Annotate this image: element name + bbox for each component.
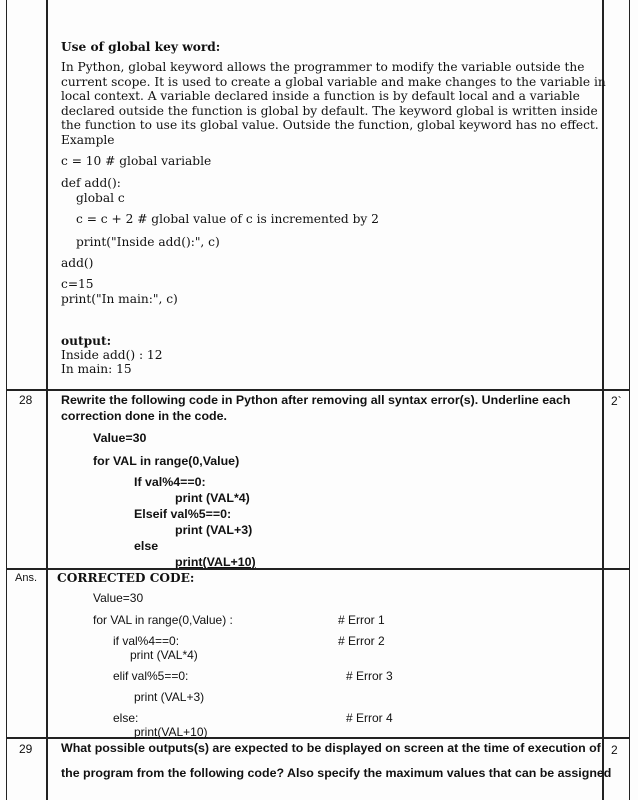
row-divider-28	[6, 389, 630, 391]
code-line: If val%4==0:	[134, 475, 206, 489]
code-line: print (VAL+3)	[175, 523, 253, 537]
code-line: print (VAL*4)	[175, 491, 250, 505]
output-line: In main: 15	[61, 362, 132, 376]
error-note: # Error 3	[346, 669, 393, 683]
code-line: print (VAL+3)	[134, 690, 205, 704]
code-line: Elseif val%5==0:	[134, 507, 232, 521]
answer-label: Ans.	[15, 572, 38, 584]
question-number: 29	[19, 742, 33, 756]
code-line: for VAL in range(0,Value)	[93, 454, 240, 468]
error-note: # Error 1	[338, 613, 385, 627]
question-text: Rewrite the following code in Python after removing all syntax error(s). Underline each	[61, 393, 571, 407]
code-line: c = c + 2 # global value of c is incremented by 2	[76, 212, 379, 226]
code-line: Value=30	[93, 431, 147, 445]
column-divider-left	[46, 0, 48, 800]
question-number: 28	[19, 393, 33, 407]
column-divider-right	[602, 0, 604, 800]
paragraph-line: Example	[61, 133, 115, 147]
code-line: else:	[113, 711, 139, 725]
code-line: if val%4==0:	[113, 634, 180, 648]
question-text: correction done in the code.	[61, 409, 227, 423]
paragraph-line: local context. A variable declared inside a function is by default local and a variable	[61, 89, 580, 103]
error-note: # Error 2	[338, 634, 385, 648]
code-line: add()	[61, 256, 94, 270]
question-text: What possible outputs(s) are expected to be displayed on screen at the time of execution of	[61, 741, 601, 755]
error-note: # Error 4	[346, 711, 393, 725]
code-line: def add():	[61, 176, 121, 190]
code-line: c=15	[61, 277, 94, 291]
question-marks: 2`	[611, 394, 622, 408]
paragraph-line: In Python, global keyword allows the programmer to modify the variable outside the	[61, 60, 585, 74]
row-divider-29	[6, 737, 630, 739]
code-line: elif val%5==0:	[113, 669, 189, 683]
code-line: print("In main:", c)	[61, 292, 178, 306]
output-heading: output:	[61, 334, 112, 348]
code-line: print(VAL+10)	[134, 725, 208, 739]
code-line: c = 10 # global variable	[61, 154, 212, 168]
section-heading: Use of global key word:	[61, 40, 221, 54]
answer-heading: CORRECTED CODE:	[57, 571, 195, 585]
paragraph-line: the function to use its global value. Outside the function, global keyword has no effect.	[61, 118, 599, 132]
row-divider-ans	[6, 568, 630, 570]
code-line: for VAL in range(0,Value) :	[93, 613, 233, 627]
question-text: the program from the following code? Also specify the maximum values that can be assigned	[61, 766, 612, 780]
code-line: print("Inside add():", c)	[76, 235, 220, 249]
code-line: print (VAL*4)	[130, 648, 198, 662]
output-line: Inside add() : 12	[61, 348, 163, 362]
code-line: global c	[76, 191, 125, 205]
question-marks: 2	[611, 743, 618, 757]
code-line: print(VAL+10)	[175, 555, 256, 569]
code-line: else	[134, 539, 159, 553]
paragraph-line: declared outside the function is global by default. The keyword global is written inside	[61, 104, 598, 118]
code-line: Value=30	[93, 591, 144, 605]
paragraph-line: current scope. It is used to create a global variable and make changes to the variable in	[61, 75, 606, 89]
